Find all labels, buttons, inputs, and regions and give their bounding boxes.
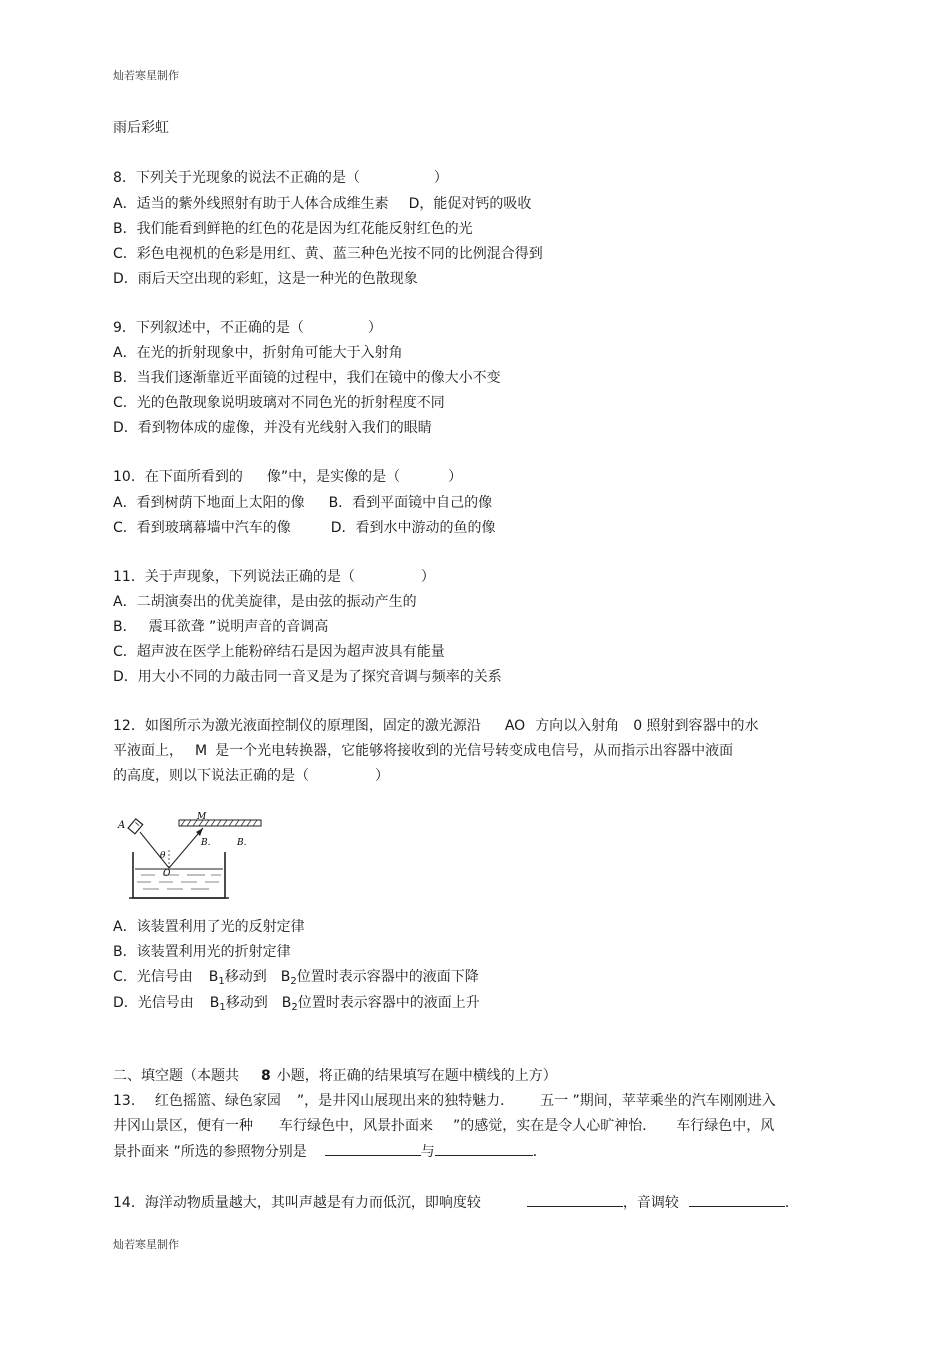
q12-l2-c: 是一个光电转换器，它能够将接收到的光信号转变成电信号，从而指示出容器中液面	[215, 743, 734, 759]
label-b2: B.	[237, 838, 247, 848]
q12-l2-a: 平液面上，	[113, 743, 183, 759]
q13-l2-d: 车行绿色中，风	[676, 1118, 775, 1134]
q12-c-b2: B	[280, 969, 291, 985]
q10-option-a: A．看到树荫下地面上太阳的像	[113, 495, 305, 511]
reflected-ray	[169, 828, 203, 868]
q13-l3-a: 景扑面来 ”所选的参照物分别是	[113, 1144, 307, 1160]
q12-c-m: 移动到	[224, 969, 267, 985]
q13-l1-b: 红色摇篮、绿色家园	[154, 1093, 281, 1109]
q12-d-b2: B	[281, 995, 292, 1011]
section-2-count: 8	[261, 1068, 271, 1084]
answer-blank-4[interactable]	[689, 1192, 785, 1207]
question-11-option-a: A．二胡演奏出的优美旋律，是由弦的振动产生的	[113, 594, 417, 610]
q13-l1-c: ”，是井冈山展现出来的独特魅力．	[296, 1093, 515, 1109]
q12-d-b1: B	[209, 995, 220, 1011]
q13-l3-c: ．	[532, 1144, 547, 1160]
question-11-option-b	[113, 617, 328, 637]
q8-option-a-text: A．适当的紫外线照射有助于人体合成维生素	[113, 196, 389, 212]
question-10-options-cd	[113, 518, 496, 538]
q12-l1-b: AO	[504, 718, 526, 734]
q12-l3-b: ）	[375, 768, 389, 784]
label-o: O	[163, 869, 171, 879]
q13-l3-b: 与	[420, 1144, 435, 1160]
q11-stem-text: 11．关于声现象，下列说法正确的是（	[113, 569, 355, 585]
question-8-option-b: B．我们能看到鲜艳的红色的花是因为红花能反射红色的光	[113, 221, 473, 237]
question-11-option-d: D．用大小不同的力敲击同一音叉是为了探究音调与频率的关系	[113, 669, 502, 685]
label-a: A	[118, 820, 126, 831]
answer-blank-3[interactable]	[527, 1192, 623, 1207]
q12-d-a: D．光信号由	[113, 995, 194, 1011]
question-12-option-b: B．该装置利用光的折射定律	[113, 944, 291, 960]
answer-blank-2[interactable]	[435, 1141, 533, 1156]
question-14	[113, 1192, 799, 1213]
question-11-stem	[113, 567, 435, 587]
q8-stem-text: 8．下列关于光现象的说法不正确的是（	[113, 170, 360, 186]
q12-c-sub2: 2	[290, 976, 297, 987]
section-2-c: 小题，将正确的结果填写在题中横线的上方）	[276, 1068, 557, 1084]
q12-l1-c: 方向以入射角	[535, 718, 620, 734]
question-12-option-c	[113, 967, 479, 992]
section-2-heading	[113, 1066, 557, 1086]
question-8-option-d: D．雨后天空出现的彩虹，这是一种光的色散现象	[113, 271, 418, 287]
q13-l2-c: ”的感觉，实在是令人心旷神怡．	[453, 1118, 657, 1134]
q8-stem-close: ）	[433, 170, 448, 186]
q13-l1-d: 五一 ”期间，苹苹乘坐的汽车刚刚进入	[540, 1093, 776, 1109]
question-8-stem	[113, 168, 448, 188]
q12-c-b1: B	[208, 969, 219, 985]
q12-c-a: C．光信号由	[113, 969, 193, 985]
page-fragment: 雨后彩虹	[113, 120, 169, 136]
page-header: 灿若寒星制作	[113, 69, 179, 82]
question-13-line-2	[113, 1116, 774, 1136]
question-12-option-a: A．该装置利用了光的反射定律	[113, 919, 305, 935]
question-11-option-c: C．超声波在医学上能粉碎结石是因为超声波具有能量	[113, 644, 445, 660]
question-10-options-ab	[113, 493, 492, 513]
question-12-option-d	[113, 993, 480, 1018]
question-12-line-1	[113, 716, 759, 736]
question-12-line-2	[113, 741, 733, 761]
label-m: M	[197, 812, 207, 822]
q10-stem-close: ）	[448, 469, 463, 485]
q10-option-b: B．看到平面镜中自己的像	[328, 495, 493, 511]
q12-d-m: 移动到	[225, 995, 268, 1011]
question-8-option-c: C．彩色电视机的色彩是用红、黄、蓝三种色光按不同的比例混合得到	[113, 246, 543, 262]
laser-source-icon	[128, 819, 143, 834]
q11-stem-close: ）	[420, 569, 435, 585]
q10-option-d: D．看到水中游动的鱼的像	[330, 520, 496, 536]
question-9-stem	[113, 318, 382, 338]
question-8-option-a	[113, 194, 531, 214]
q13-l2-b: 车行绿色中，风景扑面来	[279, 1118, 433, 1134]
answer-blank-1[interactable]	[325, 1141, 421, 1156]
q12-c-e: 位置时表示容器中的液面下降	[296, 969, 479, 985]
page-footer: 灿若寒星制作	[113, 1238, 179, 1251]
q11-option-b-label: B．	[113, 619, 137, 635]
incident-ray	[140, 832, 169, 868]
question-9-option-a: A．在光的折射现象中，折射角可能大于入射角	[113, 345, 403, 361]
q10-stem-b: 像”中，是实像的是（	[266, 469, 401, 485]
q12-l2-b: M	[195, 743, 208, 759]
q10-option-c: C．看到玻璃幕墙中汽车的像	[113, 520, 291, 536]
q14-c: ．	[784, 1195, 799, 1211]
question-12-line-3	[113, 766, 389, 786]
q10-stem-a: 10．在下面所看到的	[113, 469, 243, 485]
q11-option-b-text: 震耳欲聋 ”说明声音的音调高	[148, 619, 329, 635]
q9-stem-close: ）	[367, 320, 382, 336]
q12-d-sub1: 1	[219, 1002, 226, 1013]
q12-l1-a: 12．如图所示为激光液面控制仪的原理图，固定的激光源沿	[113, 718, 481, 734]
question-9-option-d: D．看到物体成的虚像，并没有光线射入我们的眼睛	[113, 420, 432, 436]
section-2-a: 二、填空题（本题共	[113, 1068, 239, 1084]
q12-d-e: 位置时表示容器中的液面上升	[297, 995, 480, 1011]
q12-c-sub1: 1	[218, 976, 225, 987]
q12-l3-a: 的高度，则以下说法正确的是（	[113, 768, 309, 784]
q12-l1-d: 0 照射到容器中的水	[633, 718, 759, 734]
question-10-stem	[113, 467, 462, 487]
label-theta: θ	[160, 851, 166, 861]
label-b1: B.	[201, 838, 211, 848]
question-9-option-b: B．当我们逐渐靠近平面镜的过程中，我们在镜中的像大小不变	[113, 370, 501, 386]
laser-level-diagram	[115, 812, 265, 904]
question-9-option-c: C．光的色散现象说明玻璃对不同色光的折射程度不同	[113, 395, 445, 411]
q9-stem-text: 9．下列叙述中，不正确的是（	[113, 320, 304, 336]
q14-b: ，音调较	[622, 1195, 679, 1211]
q13-l2-a: 井冈山景区，便有一种	[113, 1118, 253, 1134]
q12-d-sub2: 2	[291, 1002, 298, 1013]
liquid-hatching	[137, 875, 221, 889]
q13-l1-a: 13．	[113, 1093, 145, 1109]
question-13-line-3	[113, 1141, 547, 1162]
q8-option-a-text-2: D，能促对钙的吸收	[408, 196, 532, 212]
question-13-line-1	[113, 1091, 776, 1111]
q14-a: 14．海洋动物质量越大，其叫声越是有力而低沉，即响度较	[113, 1195, 481, 1211]
